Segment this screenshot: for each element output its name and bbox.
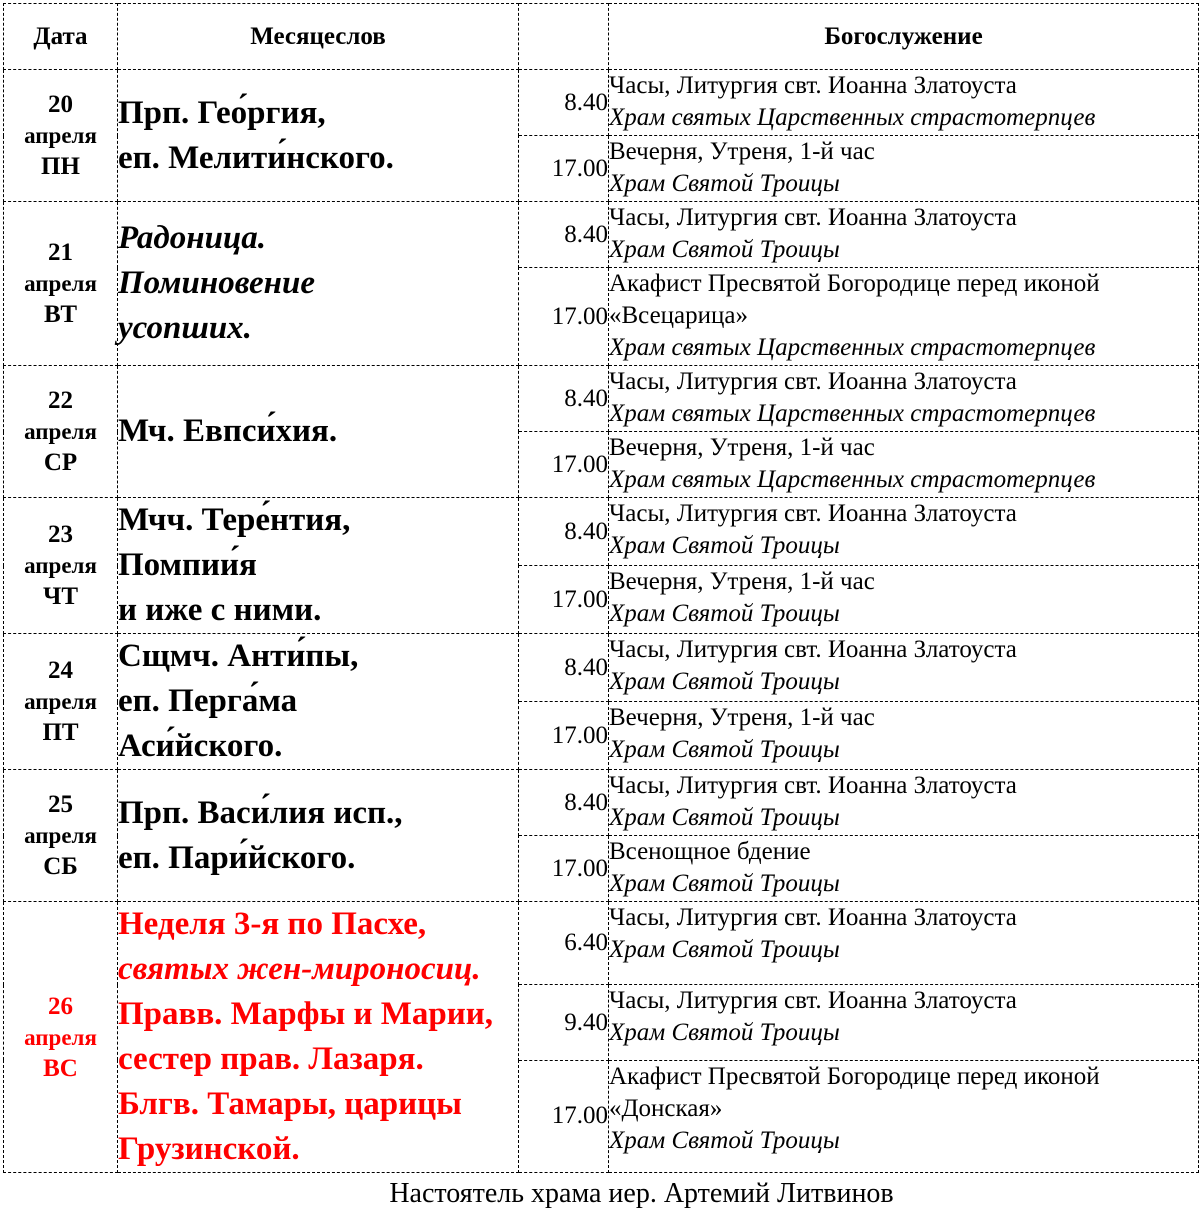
- saint-line: Радоница.: [118, 220, 267, 256]
- service-place: Храм святых Царственных страстотерпцев: [609, 400, 1096, 427]
- saints-cell: [118, 70, 519, 202]
- saint-line: сестер прав. Лазаря.: [118, 1041, 424, 1077]
- day-number: 23: [48, 521, 73, 548]
- saint-line: Аси́йского.: [118, 728, 283, 764]
- service-title: Вечерня, Утреня, 1-й час: [609, 704, 875, 731]
- saints-cell: [118, 770, 519, 902]
- service-cell: [609, 985, 1199, 1060]
- saint-line: Мчч. Тере́нтия,: [118, 502, 351, 538]
- saint-line: Блгв. Тамары, царицы: [118, 1086, 462, 1122]
- day-row: [4, 770, 1199, 836]
- service-time: 9.40: [519, 985, 609, 1060]
- service-time: 8.40: [519, 202, 609, 268]
- service-cell: [609, 432, 1199, 498]
- saint-line: Мч. Евпси́хия.: [118, 413, 338, 449]
- service-place: Храм Святой Троицы: [609, 600, 840, 627]
- service-title: Часы, Литургия свт. Иоанна Златоуста: [609, 987, 1017, 1015]
- saint-line: Неделя 3-я по Пасхе,: [118, 906, 427, 942]
- saint-line: и иже с ними.: [118, 592, 322, 628]
- saint-line: Правв. Марфы и Марии,: [118, 996, 494, 1032]
- service-time: 17.00: [519, 702, 609, 770]
- service-time: 17.00: [519, 566, 609, 634]
- month: апреля: [24, 1024, 97, 1050]
- month: апреля: [24, 419, 97, 444]
- saint-line: Помпии́я: [118, 547, 257, 583]
- weekday: ВС: [43, 1054, 78, 1082]
- service-cell: [609, 770, 1199, 836]
- service-title: Всенощное бдение: [609, 838, 811, 865]
- service-place: Храм Святой Троицы: [609, 236, 840, 263]
- service-place: Храм святых Царственных страстотерпцев: [609, 466, 1096, 493]
- service-place: Храм Святой Троицы: [609, 1126, 840, 1154]
- service-time: 8.40: [519, 498, 609, 566]
- service-cell: [609, 902, 1199, 985]
- rector-signature-line: Настоятель храма иер. Артемий Литвинов: [389, 1178, 894, 1209]
- service-place: Храм Святой Троицы: [609, 1019, 840, 1047]
- service-cell: [609, 268, 1199, 366]
- service-time: 17.00: [519, 268, 609, 366]
- service-title: Часы, Литургия свт. Иоанна Златоуста: [609, 500, 1017, 527]
- date-cell: [4, 498, 118, 634]
- service-place: Храм Святой Троицы: [609, 668, 840, 695]
- service-place: Храм святых Царственных страстотерпцев: [609, 104, 1096, 131]
- saint-line: еп. Мелити́нского.: [118, 139, 394, 176]
- service-place: Храм Святой Троицы: [609, 532, 840, 559]
- service-title: Часы, Литургия свт. Иоанна Златоуста: [609, 204, 1017, 231]
- service-time: 17.00: [519, 1060, 609, 1172]
- service-title-icon-name: «Всецарица»: [609, 302, 749, 329]
- date-cell: [4, 366, 118, 498]
- saint-line: еп. Перга́ма: [118, 683, 298, 719]
- header-service: Богослужение: [609, 4, 1199, 70]
- saint-line: Грузинской.: [118, 1131, 300, 1167]
- service-time: 8.40: [519, 366, 609, 432]
- service-cell: [609, 366, 1199, 432]
- weekday: ЧТ: [42, 583, 79, 610]
- service-place: Храм Святой Троицы: [609, 736, 840, 763]
- service-time: 17.00: [519, 432, 609, 498]
- saints-cell: [118, 202, 519, 366]
- service-cell: [609, 70, 1199, 136]
- service-time: 6.40: [519, 902, 609, 985]
- service-cell: [609, 498, 1199, 566]
- service-cell: [609, 566, 1199, 634]
- day-row: [4, 634, 1199, 702]
- day-number: 20: [48, 91, 73, 118]
- service-place: Храм Святой Троицы: [609, 804, 840, 831]
- header-calendar: Месяцеслов: [118, 4, 519, 70]
- saints-cell: [118, 498, 519, 634]
- service-title: Акафист Пресвятой Богородице перед иконой: [609, 270, 1100, 297]
- header-row: [4, 4, 1199, 70]
- date-cell: [4, 202, 118, 366]
- weekday: ПН: [41, 153, 80, 180]
- service-time: 17.00: [519, 136, 609, 202]
- day-row: [4, 498, 1199, 566]
- date-cell: [4, 70, 118, 202]
- weekday: СБ: [43, 853, 78, 880]
- month: апреля: [24, 271, 97, 296]
- saint-line: усопших.: [118, 310, 252, 346]
- service-cell: [609, 634, 1199, 702]
- header-time: [519, 4, 609, 70]
- service-title: Часы, Литургия свт. Иоанна Златоуста: [609, 368, 1017, 395]
- saint-line: Прп. Гео́ргия,: [118, 94, 326, 131]
- day-number: 22: [48, 387, 73, 414]
- month: апреля: [24, 553, 97, 578]
- service-time: 8.40: [519, 70, 609, 136]
- service-title: Вечерня, Утреня, 1-й час: [609, 138, 875, 165]
- service-time: 8.40: [519, 634, 609, 702]
- day-row: [4, 902, 1199, 985]
- day-row: [4, 202, 1199, 268]
- service-title: Вечерня, Утреня, 1-й час: [609, 568, 875, 595]
- service-time: 17.00: [519, 836, 609, 902]
- day-number: 25: [48, 791, 73, 818]
- service-title: Часы, Литургия свт. Иоанна Златоуста: [609, 772, 1017, 799]
- weekday: ВТ: [43, 301, 78, 328]
- service-place: Храм Святой Троицы: [609, 170, 840, 197]
- saint-line: святых жен-мироносиц.: [118, 951, 481, 987]
- day-number: 26: [48, 992, 73, 1020]
- service-title-icon-name: «Донская»: [609, 1094, 723, 1122]
- month: апреля: [24, 689, 97, 714]
- day-row: [4, 366, 1199, 432]
- saint-line: Прп. Васи́лия исп.,: [118, 794, 403, 831]
- service-place: Храм Святой Троицы: [609, 936, 840, 963]
- saints-cell-holiday: [118, 902, 519, 1173]
- saint-line: Сщмч. Анти́пы,: [118, 638, 359, 674]
- saint-line: еп. Пари́йского.: [118, 839, 356, 876]
- saint-line: Поминовение: [118, 265, 316, 301]
- month: апреля: [24, 123, 97, 148]
- month: апреля: [24, 823, 97, 848]
- service-title: Вечерня, Утреня, 1-й час: [609, 434, 875, 461]
- service-title: Часы, Литургия свт. Иоанна Златоуста: [609, 904, 1017, 931]
- service-cell: [609, 702, 1199, 770]
- date-cell-holiday: [4, 902, 118, 1173]
- service-cell: [609, 1060, 1199, 1172]
- service-title: Часы, Литургия свт. Иоанна Златоуста: [609, 636, 1017, 663]
- saints-cell: [118, 366, 519, 498]
- saints-cell: [118, 634, 519, 770]
- day-number: 21: [48, 239, 73, 266]
- day-row: [4, 70, 1199, 136]
- service-title: Часы, Литургия свт. Иоанна Златоуста: [609, 72, 1017, 99]
- service-place: Храм Святой Троицы: [609, 870, 840, 897]
- service-place: Храм святых Царственных страстотерпцев: [609, 334, 1096, 361]
- service-cell: [609, 836, 1199, 902]
- service-cell: [609, 202, 1199, 268]
- header-date: Дата: [4, 4, 118, 70]
- date-cell: [4, 770, 118, 902]
- day-number: 24: [48, 657, 73, 684]
- weekday: ПТ: [42, 719, 79, 746]
- service-title: Акафист Пресвятой Богородице перед иконой: [609, 1062, 1100, 1090]
- service-cell: [609, 136, 1199, 202]
- date-cell: [4, 634, 118, 770]
- weekday: СР: [43, 449, 78, 476]
- schedule-table: [3, 3, 1199, 1173]
- service-time: 8.40: [519, 770, 609, 836]
